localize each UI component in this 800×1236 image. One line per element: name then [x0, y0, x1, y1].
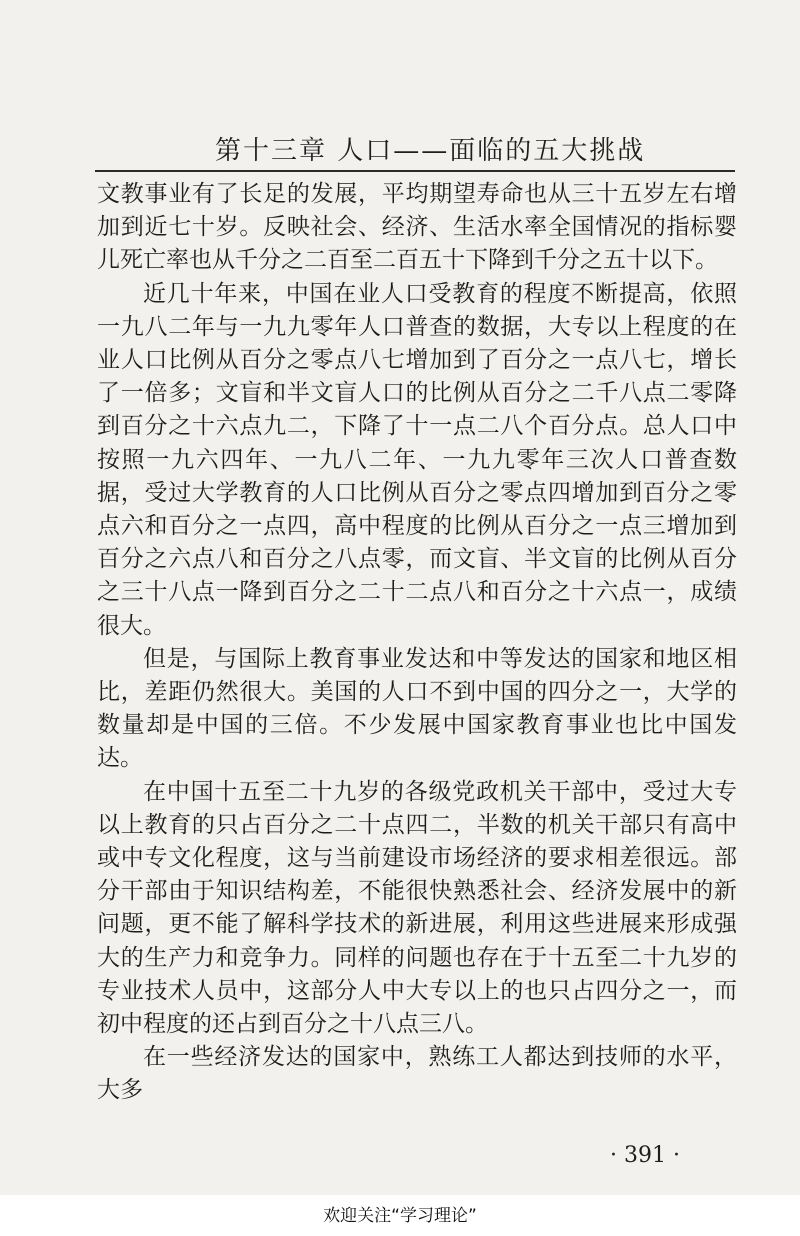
paragraph: 文教事业有了长足的发展，平均期望寿命也从三十五岁左右增加到近七十岁。反映社会、经济、生活水率全国情况的指标婴儿死亡率也从千分之二百至二百五十下降到千分之五十以下。 — [97, 181, 737, 274]
paragraph: 但是，与国际上教育事业发达和中等发达的国家和地区相比，差距仍然很大。美国的人口不到中国的四分之一，大学的数量却是中国的三倍。不少发展中国家教育事业也比中国发达。 — [97, 645, 737, 772]
page-number: · 391 · — [610, 1143, 680, 1168]
chapter-header: 第十三章 人口——面临的五大挑战 — [215, 136, 646, 166]
header-divider — [95, 170, 735, 172]
paragraph: 在一些经济发达的国家中，熟练工人都达到技师的水平，大多 — [97, 1044, 737, 1104]
body-text — [97, 178, 737, 1108]
paragraph: 近几十年来，中国在业人口受教育的程度不断提高，依照一九八二年与一九九零年人口普查的数据，大专以上程度的在业人口比例从百分之零点八七增加到了百分之一点八七，增长了一倍多；文盲和半文盲人口的比例从百分之二千八点二零降到百分之十六点九二，下降了十一点二八个百分点。总人口中按照一九六四年、一九八二年、一九九零年三次人口普查数据，受过大学教育的人口比例从百分之零点四增加到百分之零点六和百分之一点四，高中程度的比例从百分之一点三增加到百分之六点八和百分之八点零，而文盲、半文盲的比例从百分之三十八点一降到百分之二十二点八和百分之十六点一，成绩很大。 — [97, 280, 737, 639]
paragraph: 在中国十五至二十九岁的各级党政机关干部中，受过大专以上教育的只占百分之二十点四二，半数的机关干部只有高中或中专文化程度，这与当前建设市场经济的要求相差很远。部分干部由于知识结构差，不能很快熟悉社会、经济发展中的新问题，更不能了解科学技术的新进展，利用这些进展来形成强大的生产力和竞争力。同样的问题也存在于十五至二十九岁的专业技术人员中，这部分人中大专以上的也只占四分之一，而初中程度的还占到百分之十八点三八。 — [97, 778, 737, 1038]
footer-caption: 欢迎关注“学习理论” — [323, 1206, 477, 1226]
